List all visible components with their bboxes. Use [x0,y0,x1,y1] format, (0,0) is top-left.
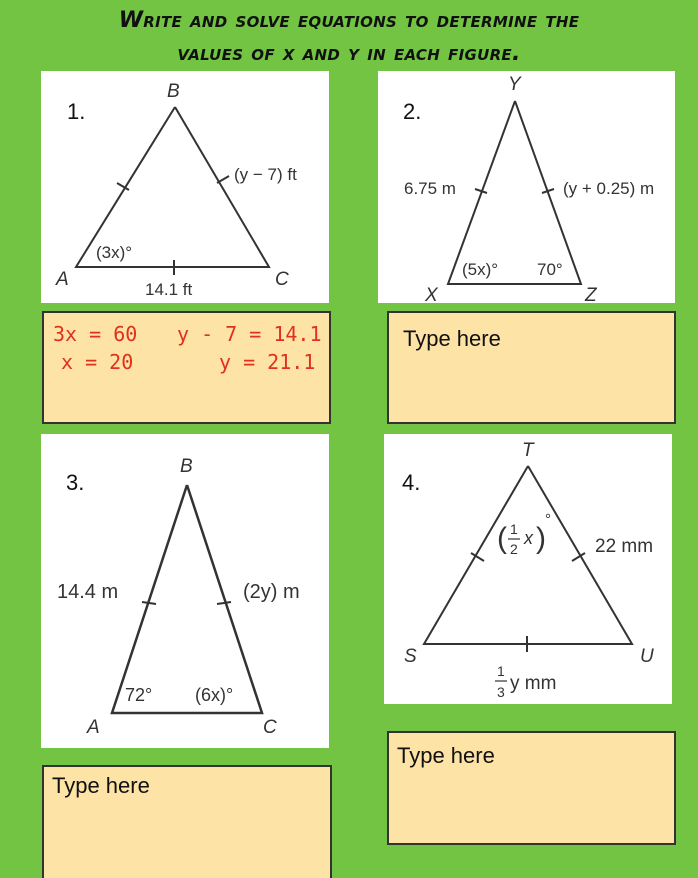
worksheet-title [0,4,698,70]
vertex-t-label: T [522,440,534,461]
vertex-c-label: C [275,269,289,290]
angle-label-top [497,511,551,557]
side-label-right: (y − 7) ft [234,165,297,184]
base-denominator: 3 [497,684,505,700]
side-label-left: 6.75 m [404,179,456,198]
figure-card-1 [41,71,329,303]
problem-number-3: 3. [66,470,85,495]
triangle-figure-4 [384,434,672,704]
side-label-right: 22 mm [595,536,654,557]
answer-3-placeholder: Type here [52,773,150,798]
problem-number-1: 1. [67,99,86,124]
problem-number-2: 2. [403,99,422,124]
answer-box-2[interactable] [387,311,676,424]
vertex-x-label: X [425,285,438,303]
answer-box-4[interactable] [387,731,676,845]
tick-mark-left [142,602,156,604]
angle-label-left: 72° [125,685,153,705]
base-label: 14.1 ft [145,280,193,299]
angle-label-left: (3x)° [96,243,133,262]
vertex-c-label: C [263,717,277,738]
title-line-2: values of x and y in each figure. [177,41,521,66]
paren-open: ( [497,522,507,555]
vertex-y-label: Y [508,74,521,95]
title-line-1: Write and solve equations to determine the [118,8,580,33]
tick-mark-right [217,176,229,183]
side-label-left: 14.4 m [57,581,119,603]
answer-1-line1-left: 3x = 60 [53,322,138,346]
vertex-z-label: Z [585,285,597,303]
answer-box-1[interactable] [42,311,331,424]
base-unit: y mm [510,673,557,694]
triangle-2-outline [448,101,581,284]
problem-number-4: 4. [402,470,421,495]
top-angle-denominator: 2 [510,541,518,557]
degree-symbol: ° [545,511,551,528]
paren-close: ) [536,522,546,555]
top-angle-numerator: 1 [510,521,518,537]
base-numerator: 1 [497,663,505,679]
vertex-b-label: B [180,456,193,477]
side-label-right: (2y) m [243,581,300,603]
figure-card-4 [384,434,672,704]
answer-1-line2-right: y = 21.1 [219,350,316,374]
triangle-3-outline [112,485,262,713]
angle-label-right: 70° [537,260,563,279]
angle-label-right: (6x)° [195,685,234,705]
triangle-figure-1 [41,71,329,303]
answer-4-placeholder: Type here [397,743,495,768]
figure-card-2 [378,71,675,303]
triangle-figure-2 [378,71,675,303]
answer-1-line2-left: x = 20 [61,350,134,374]
vertex-a-label: A [56,269,69,290]
answer-2-placeholder: Type here [403,326,501,351]
side-label-right: (y + 0.25) m [563,179,655,198]
triangle-figure-3 [41,434,329,748]
base-label [495,663,556,700]
answer-1-line1-right: y - 7 = 14.1 [177,322,322,346]
vertex-a-label: A [87,717,100,738]
angle-label-left: (5x)° [462,260,499,279]
vertex-b-label: B [167,81,180,102]
vertex-u-label: U [640,646,654,667]
top-angle-variable: x [524,528,533,548]
vertex-s-label: S [404,646,417,667]
figure-card-3 [41,434,329,748]
answer-box-3[interactable] [42,765,332,878]
tick-mark-right [217,602,231,604]
